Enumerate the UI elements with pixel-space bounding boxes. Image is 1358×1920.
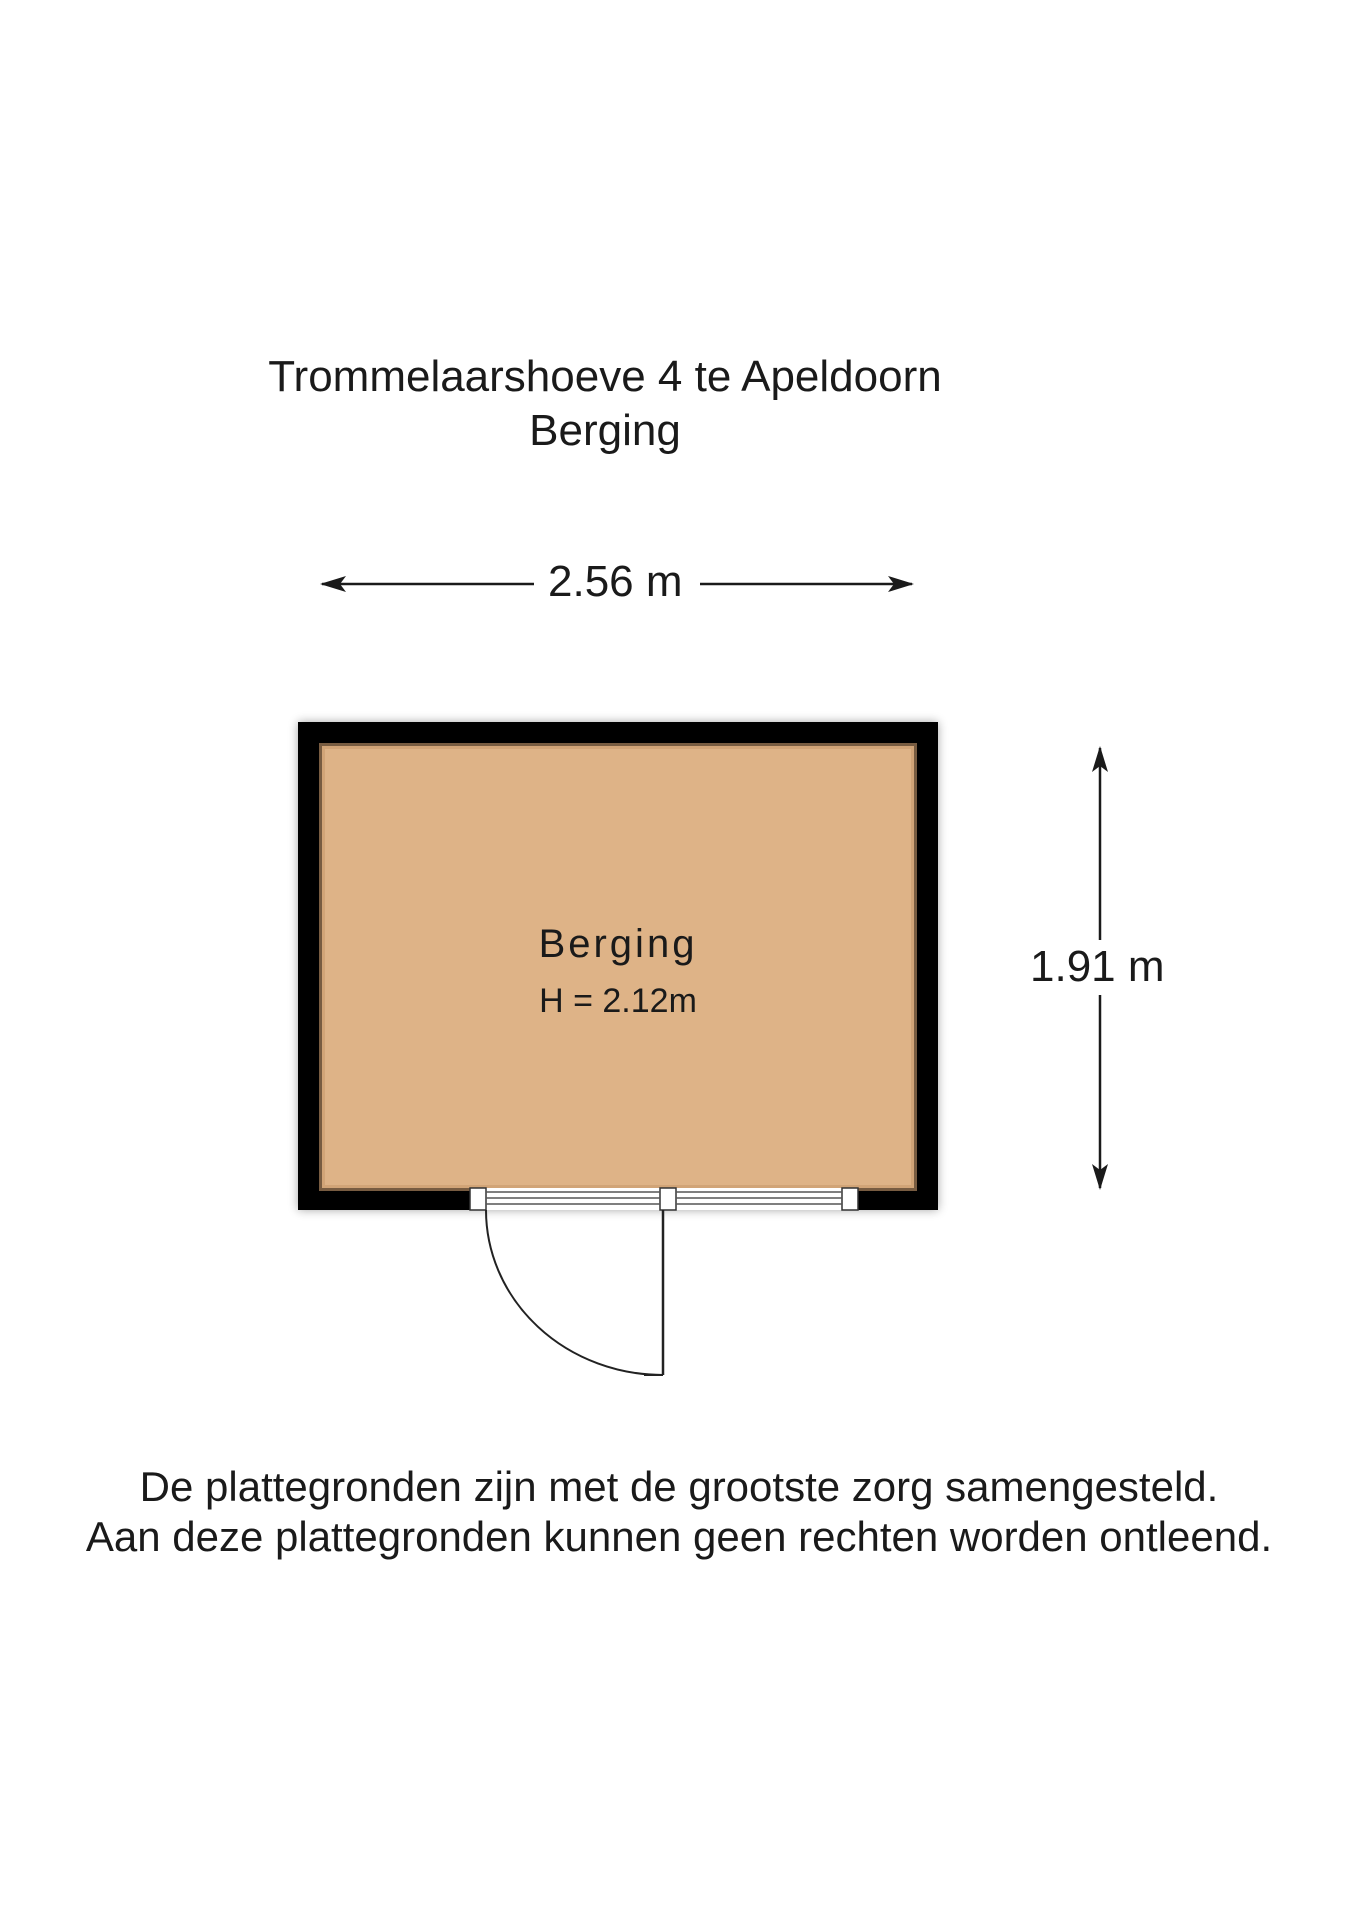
width-dimension-label: 2.56 m bbox=[534, 557, 697, 607]
disclaimer-line-2: Aan deze plattegronden kunnen geen rechten worden ontleend. bbox=[85, 1513, 1273, 1560]
room-floor bbox=[322, 746, 914, 1188]
disclaimer-line-1: De plattegronden zijn met de grootste zorg samengesteld. bbox=[139, 1463, 1219, 1510]
plan-title: Trommelaarshoeve 4 te Apeldoorn bbox=[268, 352, 942, 401]
floor-name: Berging bbox=[529, 406, 681, 455]
room-height: H = 2.12m bbox=[539, 982, 697, 1020]
room-name: Berging bbox=[538, 922, 698, 966]
door bbox=[470, 1188, 858, 1375]
depth-dimension-label: 1.91 m bbox=[1016, 942, 1179, 992]
